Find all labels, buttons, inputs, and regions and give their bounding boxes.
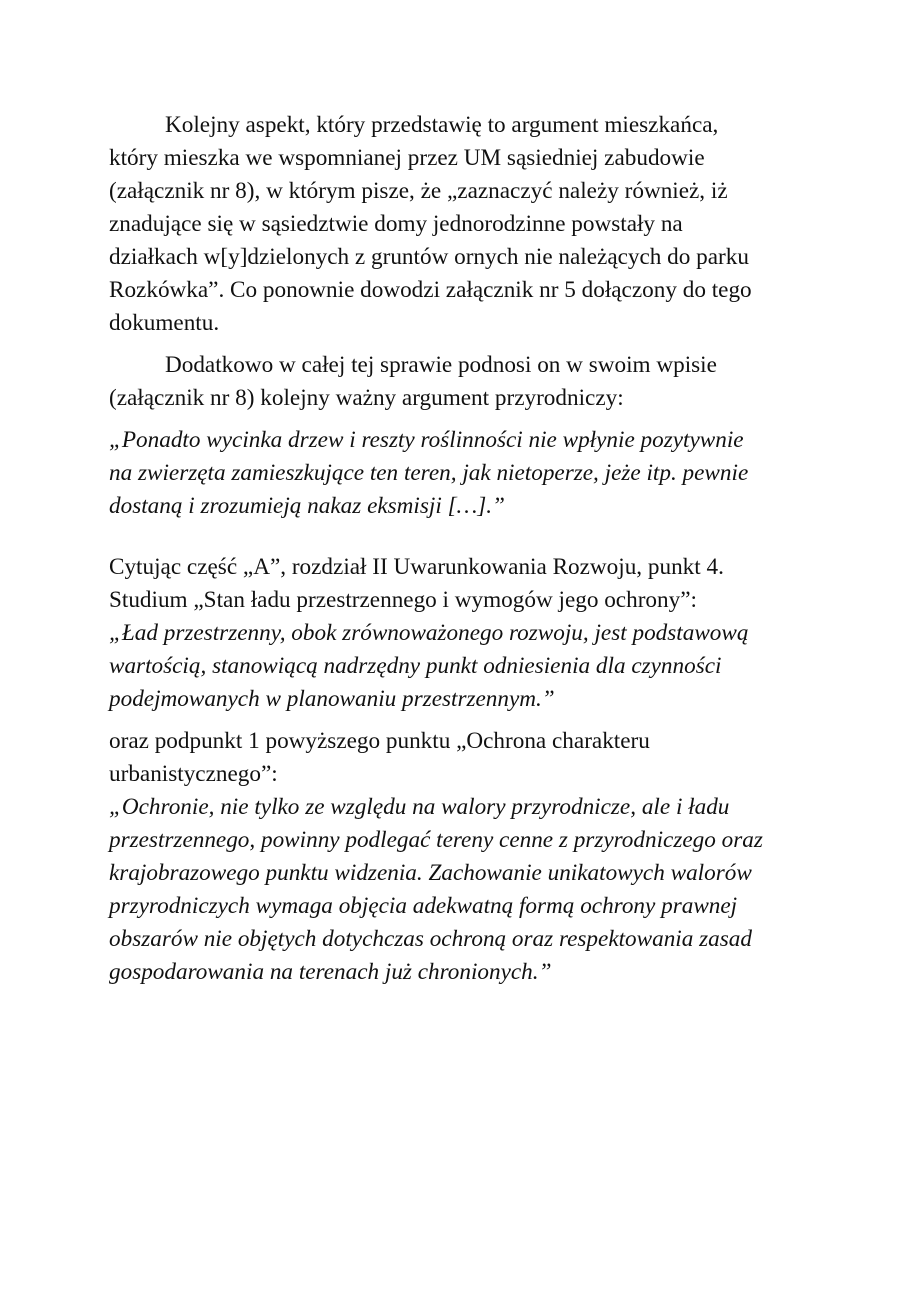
text-line: (załącznik nr 8) kolejny ważny argument przyrodniczy: <box>109 385 624 411</box>
quote-line: obszarów nie objętych dotychczas ochroną oraz respektowania zasad <box>109 926 752 952</box>
paragraph-study-citation <box>109 551 814 617</box>
quote-wildlife <box>109 424 814 523</box>
text-line: Rozkówka”. Co ponownie dowodzi załącznik nr 5 dołączony do tego <box>109 277 752 303</box>
quote-line: „Ponadto wycinka drzew i reszty roślinności nie wpłynie pozytywnie <box>109 427 744 453</box>
quote-line: dostaną i zrozumieją nakaz eksmisji […].” <box>109 493 505 519</box>
paragraph-nature-argument <box>109 349 814 415</box>
text-line: działkach w[y]dzielonych z gruntów ornych nie należących do parku <box>109 244 749 270</box>
quote-protection <box>109 791 814 989</box>
text-line: znadujące się w sąsiedztwie domy jednorodzinne powstały na <box>109 211 683 237</box>
text-line: Studium „Stan ładu przestrzennego i wymogów jego ochrony”: <box>109 587 697 613</box>
text-line: urbanistycznego”: <box>109 761 278 787</box>
quote-line: wartością, stanowiącą nadrzędny punkt odniesienia dla czynności <box>109 653 722 679</box>
paragraph-spacer <box>109 716 814 725</box>
paragraph-subpoint <box>109 725 814 791</box>
paragraph-spacer <box>109 415 814 424</box>
text-line: (załącznik nr 8), w którym pisze, że „zaznaczyć należy również, iż <box>109 178 728 204</box>
text-line: oraz podpunkt 1 powyższego punktu „Ochrona charakteru <box>109 728 650 754</box>
quote-line: „Ochronie, nie tylko ze względu na walory przyrodnicze, ale i ładu <box>109 794 730 820</box>
text-line: Cytując część „A”, rozdział II Uwarunkowania Rozwoju, punkt 4. <box>109 554 724 580</box>
quote-line: gospodarowania na terenach już chronionych.” <box>109 959 552 985</box>
quote-line: podejmowanych w planowaniu przestrzennym.” <box>109 686 555 712</box>
quote-line: przyrodniczych wymaga objęcia adekwatną formą ochrony prawnej <box>109 893 738 919</box>
quote-spatial-order <box>109 617 814 716</box>
section-spacer <box>109 523 814 551</box>
quote-line: na zwierzęta zamieszkujące ten teren, jak nietoperze, jeże itp. pewnie <box>109 460 749 486</box>
quote-line: „Ład przestrzenny, obok zrównoważonego rozwoju, jest podstawową <box>109 620 749 646</box>
paragraph-resident-argument <box>109 109 814 340</box>
text-line: dokumentu. <box>109 310 220 336</box>
text-line: który mieszka we wspomnianej przez UM sąsiedniej zabudowie <box>109 145 705 171</box>
document-body <box>109 109 814 989</box>
quote-line: przestrzennego, powinny podlegać tereny cenne z przyrodniczego oraz <box>109 827 763 853</box>
text-line: Dodatkowo w całej tej sprawie podnosi on w swoim wpisie <box>165 352 717 378</box>
text-line: Kolejny aspekt, który przedstawię to argument mieszkańca, <box>165 112 719 138</box>
quote-line: krajobrazowego punktu widzenia. Zachowanie unikatowych walorów <box>109 860 752 886</box>
paragraph-spacer <box>109 340 814 349</box>
